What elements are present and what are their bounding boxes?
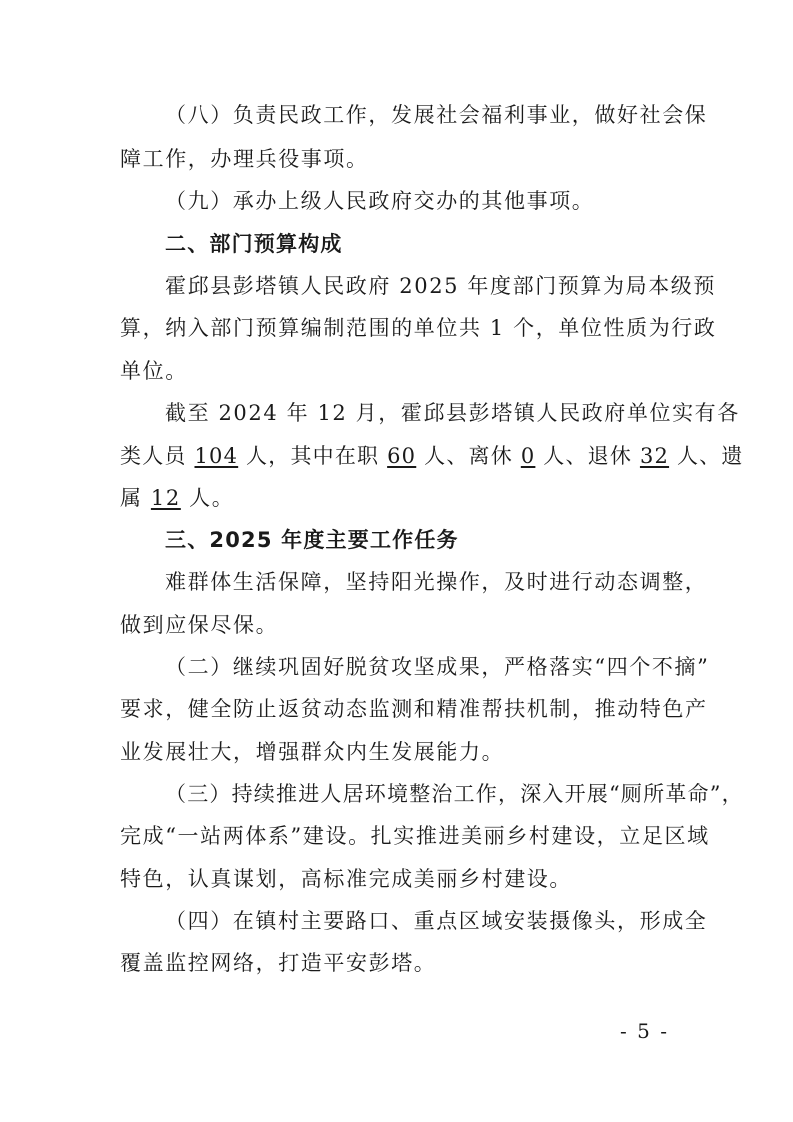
- staff-text-a: 类人员: [120, 444, 195, 468]
- staff-count-line: [120, 442, 744, 470]
- page-number: - 5 -: [620, 1019, 669, 1043]
- section-3-para-1-line-1: 难群体生活保障，坚持阳光操作，及时进行动态调整，: [165, 570, 708, 594]
- section-3-para-4-line-1: （四）在镇村主要路口、重点区域安装摄像头，形成全: [165, 909, 708, 933]
- section-3-para-2-line-2: 要求，健全防止返贫动态监测和精准帮扶机制，推动特色产: [120, 697, 708, 721]
- staff-text-d: 人、退休: [535, 444, 640, 468]
- survivors-value: 12: [150, 486, 181, 510]
- section-3-para-4-line-2: 覆盖监控网络，打造平安彭塔。: [120, 951, 437, 975]
- section-2-para-2-line-1: 截至 2024 年 12 月，霍邱县彭塔镇人民政府单位实有各: [165, 401, 740, 425]
- section-2-para-1-line-3: 单位。: [120, 359, 188, 383]
- section-2-para-1-line-1: 霍邱县彭塔镇人民政府 2025 年度部门预算为局本级预: [165, 274, 716, 298]
- staff-text-c: 人、离休: [416, 444, 521, 468]
- paragraph-8-line-2: 障工作，办理兵役事项。: [120, 147, 369, 171]
- staff-text-e: 人、遗: [669, 444, 744, 468]
- section-3-para-3-line-1: （三）持续推进人居环境整治工作，深入开展“厕所革命”，: [165, 782, 744, 806]
- section-3-para-2-line-1: （二）继续巩固好脱贫攻坚成果，严格落实“四个不摘”: [165, 655, 710, 679]
- tuixiu-staff-value: 32: [639, 444, 670, 468]
- staff-text-b: 人，其中在职: [238, 444, 388, 468]
- total-staff-value: 104: [194, 444, 239, 468]
- paragraph-9-line-1: （九）承办上级人民政府交办的其他事项。: [165, 189, 595, 213]
- section-2-para-1-line-2: 算，纳入部门预算编制范围的单位共 1 个，单位性质为行政: [120, 316, 717, 340]
- section-2-heading: 二、部门预算构成: [165, 232, 343, 256]
- survivors-text-a: 属: [120, 486, 151, 510]
- section-3-para-2-line-3: 业发展壮大，增强群众内生发展能力。: [120, 740, 505, 764]
- lixiu-staff-value: 0: [520, 444, 536, 468]
- survivors-text-b: 人。: [180, 486, 235, 510]
- active-staff-value: 60: [387, 444, 417, 468]
- paragraph-8-line-1: （八）负责民政工作，发展社会福利事业，做好社会保: [165, 103, 708, 127]
- section-3-para-3-line-2: 完成“一站两体系”建设。扎实推进美丽乡村建设，立足区域: [120, 824, 710, 848]
- section-3-para-3-line-3: 特色，认真谋划，高标准完成美丽乡村建设。: [120, 867, 572, 891]
- survivors-line: [120, 484, 234, 512]
- section-3-para-1-line-2: 做到应保尽保。: [120, 613, 279, 637]
- section-3-heading: 三、2025 年度主要工作任务: [165, 528, 459, 552]
